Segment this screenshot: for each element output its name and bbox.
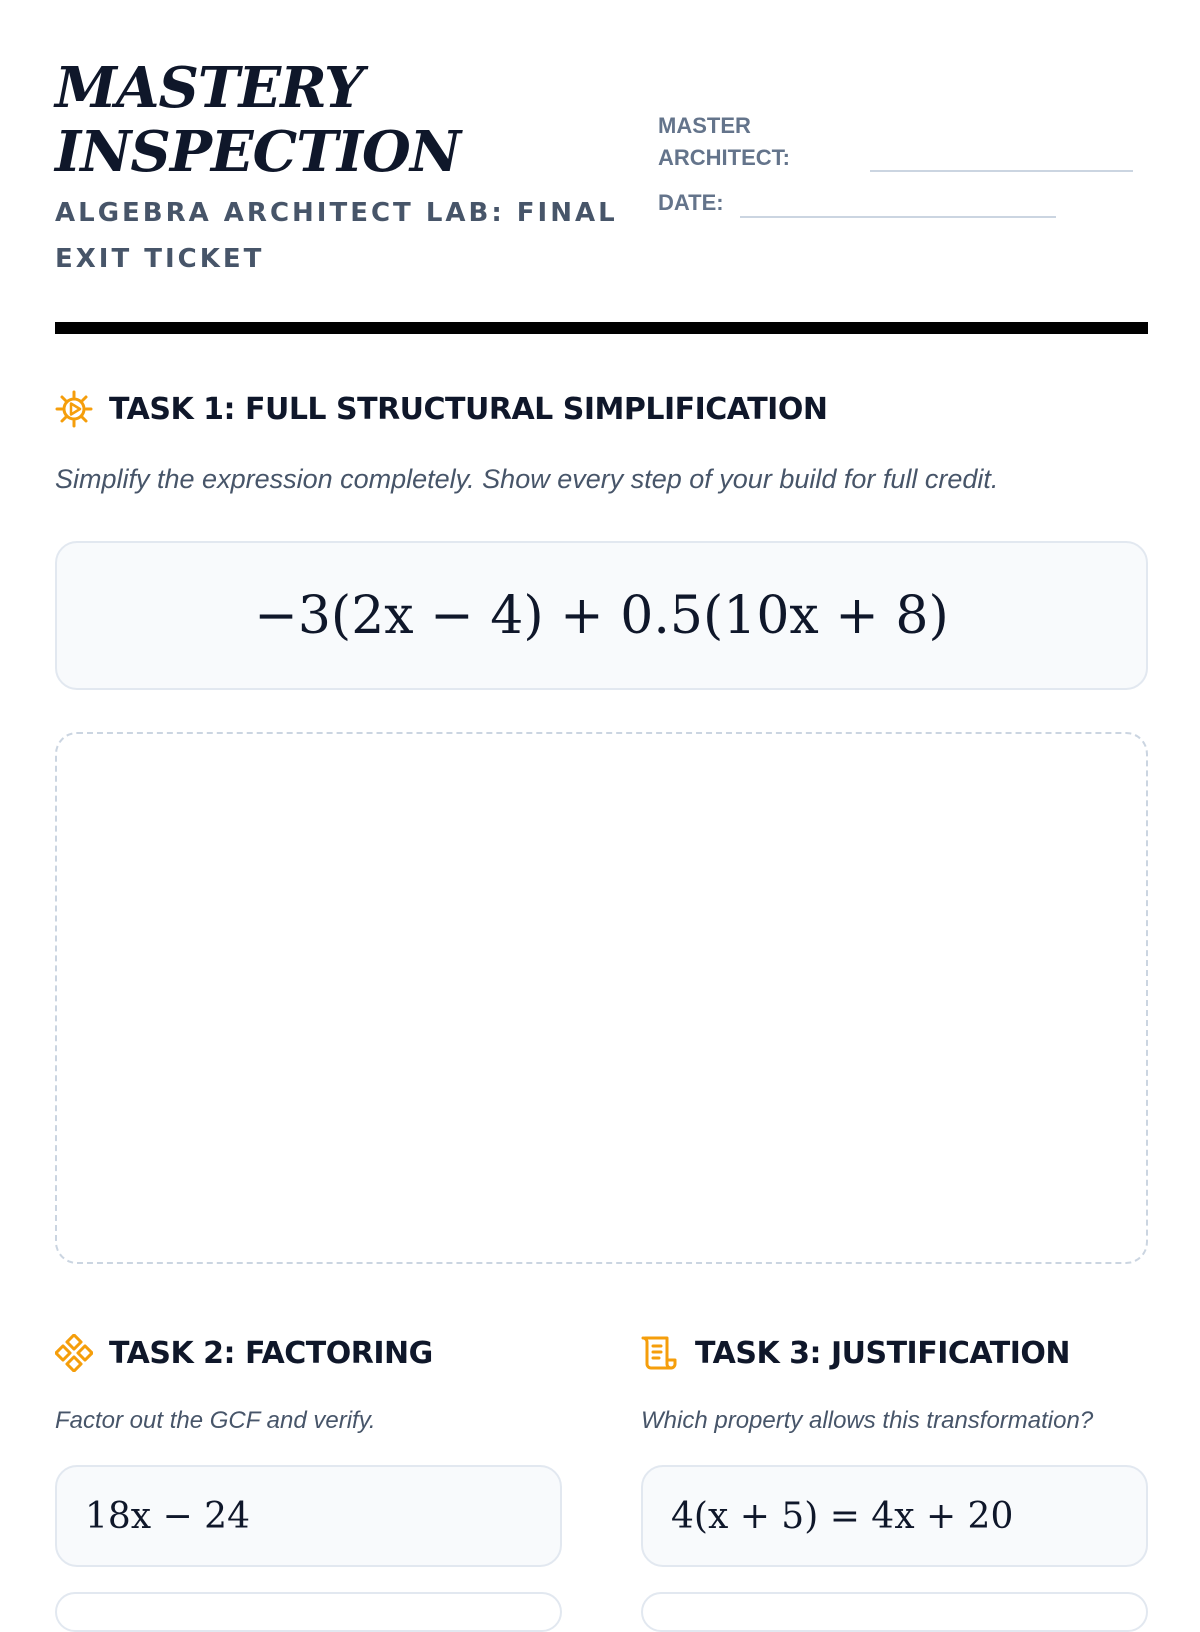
task2-answer-box[interactable] (55, 1592, 562, 1632)
task3-answer-box[interactable] (641, 1592, 1148, 1632)
task1-expression-box (55, 541, 1148, 690)
architect-label: MASTER ARCHITECT: (658, 113, 790, 170)
title-line-2: INSPECTION (55, 119, 461, 185)
task3-title: TASK 3: JUSTIFICATION (695, 1335, 1071, 1371)
task2-title: TASK 2: FACTORING (109, 1335, 433, 1371)
header-divider (55, 322, 1148, 334)
task3-expression-box (641, 1465, 1148, 1567)
page-subtitle: ALGEBRA ARCHITECT LAB: FINAL EXIT TICKET (55, 198, 618, 274)
diamond-cluster-icon (55, 1334, 93, 1372)
header (55, 56, 1148, 276)
task3-expression: 4(x + 5) = 4x + 20 (671, 1495, 1014, 1537)
task1-title: TASK 1: FULL STRUCTURAL SIMPLIFICATION (109, 391, 828, 427)
page-title (55, 56, 675, 184)
gear-icon (55, 390, 93, 428)
task1-work-area[interactable] (55, 732, 1148, 1264)
scroll-icon (641, 1334, 679, 1372)
architect-name-field[interactable] (870, 170, 1133, 172)
exit-ticket-page (55, 0, 1148, 1600)
title-line-1: MASTERY (55, 55, 364, 121)
task2-heading (55, 1334, 433, 1372)
date-field[interactable] (740, 216, 1056, 218)
task2-expression-box (55, 1465, 562, 1567)
task2-instruction: Factor out the GCF and verify. (55, 1407, 376, 1434)
task1-expression: −3(2x − 4) + 0.5(10x + 8) (254, 585, 949, 646)
task3-instruction: Which property allows this transformation? (641, 1407, 1094, 1434)
date-label: DATE: (658, 190, 724, 215)
task1-instruction: Simplify the expression completely. Show every step of your build for full credit. (55, 464, 999, 494)
task3-heading (641, 1334, 1070, 1372)
task2-expression: 18x − 24 (85, 1495, 250, 1537)
task1-heading (55, 390, 827, 428)
